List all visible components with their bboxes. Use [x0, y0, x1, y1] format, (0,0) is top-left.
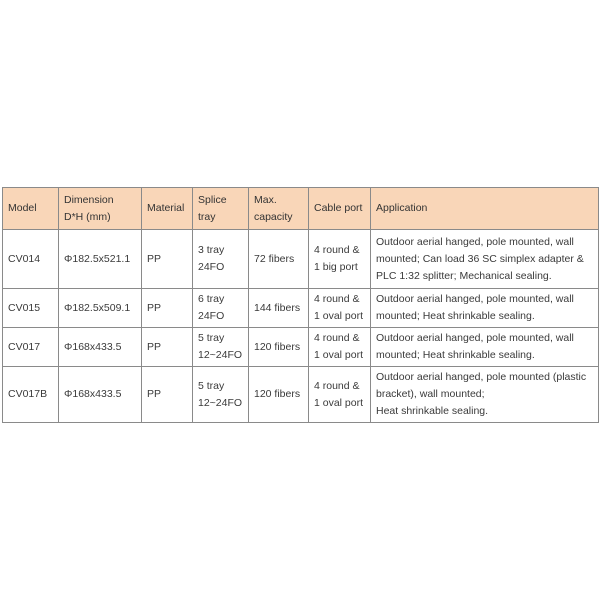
- table-header-row: [3, 188, 599, 230]
- cell-splice-tray: 5 tray 12~24FO: [193, 328, 249, 367]
- cell-dimension: Φ182.5x509.1: [59, 289, 142, 328]
- cell-cable-port: 4 round & 1 big port: [309, 230, 371, 289]
- table-row: [3, 289, 599, 328]
- header-model: Model: [3, 188, 59, 230]
- header-cable-port: Cable port: [309, 188, 371, 230]
- header-splice-tray: Splice tray: [193, 188, 249, 230]
- cell-model: CV015: [3, 289, 59, 328]
- cell-max-capacity: 72 fibers: [249, 230, 309, 289]
- cell-model: CV017: [3, 328, 59, 367]
- table-row: [3, 230, 599, 289]
- cell-application: Outdoor aerial hanged, pole mounted, wall mounted; Can load 36 SC simplex adapter & PLC 1:32 splitter; Mechanical sealing.: [371, 230, 599, 289]
- header-application: Application: [371, 188, 599, 230]
- table-row: [3, 367, 599, 423]
- table-row: [3, 328, 599, 367]
- cell-material: PP: [142, 289, 193, 328]
- cell-splice-tray: 3 tray 24FO: [193, 230, 249, 289]
- cell-max-capacity: 120 fibers: [249, 367, 309, 423]
- cell-cable-port: 4 round & 1 oval port: [309, 289, 371, 328]
- cell-cable-port: 4 round & 1 oval port: [309, 328, 371, 367]
- spec-table: [2, 187, 599, 423]
- header-dimension: Dimension D*H (mm): [59, 188, 142, 230]
- cell-dimension: Φ168x433.5: [59, 328, 142, 367]
- cell-splice-tray: 5 tray 12~24FO: [193, 367, 249, 423]
- cell-max-capacity: 144 fibers: [249, 289, 309, 328]
- header-material: Material: [142, 188, 193, 230]
- cell-max-capacity: 120 fibers: [249, 328, 309, 367]
- cell-application: Outdoor aerial hanged, pole mounted, wall mounted; Heat shrinkable sealing.: [371, 328, 599, 367]
- header-max-capacity: Max. capacity: [249, 188, 309, 230]
- cell-dimension: Φ168x433.5: [59, 367, 142, 423]
- cell-model: CV014: [3, 230, 59, 289]
- cell-cable-port: 4 round & 1 oval port: [309, 367, 371, 423]
- cell-material: PP: [142, 328, 193, 367]
- cell-application: Outdoor aerial hanged, pole mounted (plastic bracket), wall mounted; Heat shrinkable sealing.: [371, 367, 599, 423]
- cell-application: Outdoor aerial hanged, pole mounted, wall mounted; Heat shrinkable sealing.: [371, 289, 599, 328]
- cell-material: PP: [142, 367, 193, 423]
- cell-splice-tray: 6 tray 24FO: [193, 289, 249, 328]
- cell-dimension: Φ182.5x521.1: [59, 230, 142, 289]
- cell-material: PP: [142, 230, 193, 289]
- cell-model: CV017B: [3, 367, 59, 423]
